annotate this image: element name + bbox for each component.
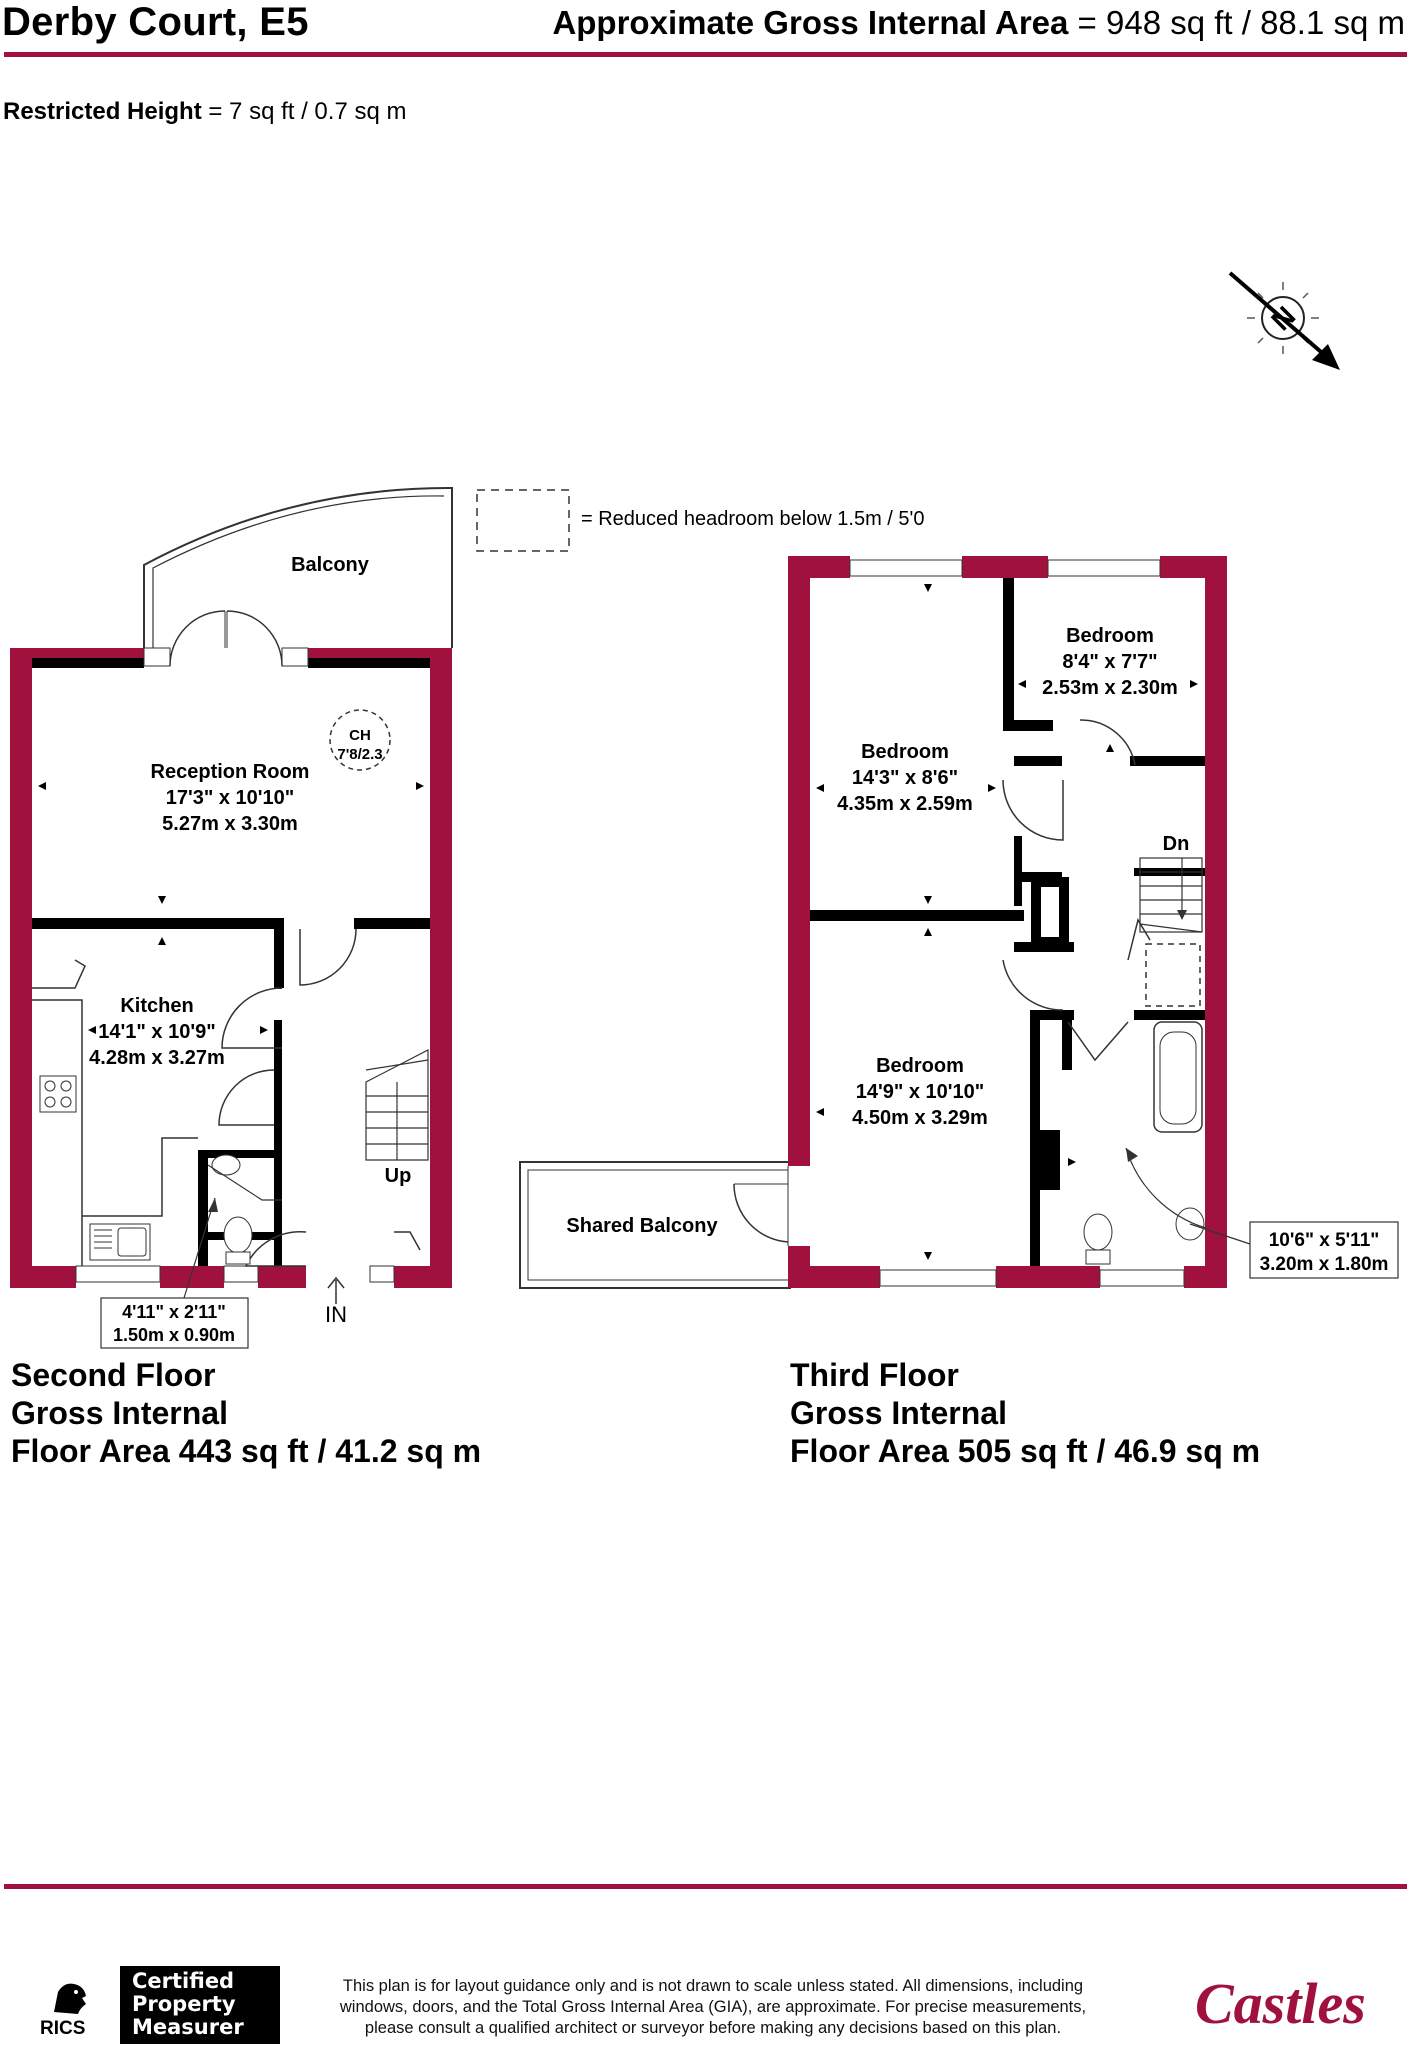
ch-label: CH	[349, 727, 371, 744]
second-floor-title-line1: Second Floor	[11, 1357, 216, 1393]
gross-area-label: Approximate Gross Internal Area	[552, 4, 1069, 41]
reception-name: Reception Room	[150, 761, 310, 783]
wc-metric: 1.50m x 0.90m	[112, 1325, 236, 1345]
reception-metric: 5.27m x 3.30m	[162, 813, 298, 835]
second-floor-title-line2: Gross Internal	[11, 1395, 228, 1431]
third-floor-title-line1: Third Floor	[790, 1357, 959, 1393]
restricted-label: Restricted Height	[3, 98, 202, 125]
third-floor-plan	[520, 556, 1398, 1288]
second-floor-plan	[10, 488, 452, 1348]
restricted-value: = 7 sq ft / 0.7 sq m	[208, 98, 407, 125]
bedroom3-metric: 4.50m x 3.29m	[852, 1107, 988, 1129]
certified-measurer-badge	[120, 1966, 280, 2044]
bedroom1-imperial: 14'3" x 8'6"	[851, 767, 959, 789]
bedroom2-imperial: 8'4" x 7'7"	[1062, 651, 1158, 673]
legend-swatch	[477, 490, 569, 551]
bathroom-metric: 3.20m x 1.80m	[1259, 1254, 1389, 1275]
wc-imperial: 4'11" x 2'11"	[122, 1302, 226, 1322]
second-floor-title-line3: Floor Area 443 sq ft / 41.2 sq m	[11, 1433, 482, 1469]
entrance-label: IN	[325, 1302, 347, 1327]
kitchen-name: Kitchen	[120, 995, 194, 1017]
bedroom1-metric: 4.35m x 2.59m	[837, 793, 973, 815]
kitchen-metric: 4.28m x 3.27m	[89, 1047, 225, 1069]
kitchen-imperial: 14'1" x 10'9"	[98, 1021, 216, 1043]
bathroom-imperial: 10'6" x 5'11"	[1268, 1230, 1380, 1251]
gross-area-value: = 948 sq ft / 88.1 sq m	[1077, 4, 1405, 41]
third-floor-title-line2: Gross Internal	[790, 1395, 1007, 1431]
bedroom3-name: Bedroom	[876, 1055, 964, 1077]
property-title: Derby Court, E5	[2, 0, 309, 44]
footer-rule	[4, 1884, 1407, 1889]
shared-balcony-label: Shared Balcony	[566, 1215, 718, 1237]
castles-logo: Castles	[1195, 1971, 1366, 2036]
cert-line3: Measurer	[132, 2015, 244, 2039]
reception-imperial: 17'3" x 10'10"	[165, 787, 295, 809]
bedroom2-metric: 2.53m x 2.30m	[1042, 677, 1178, 699]
bedroom2-name: Bedroom	[1066, 625, 1154, 647]
balcony-label: Balcony	[291, 554, 369, 576]
second-floor-title	[11, 1356, 481, 1470]
bedroom3-imperial: 14'9" x 10'10"	[855, 1081, 985, 1103]
third-floor-title	[790, 1356, 1260, 1470]
up-label: Up	[384, 1165, 412, 1187]
disclaimer: This plan is for layout guidance only and is not drawn to scale unless stated. All dimensions, including windows, doors, and the Total Gross Internal Area (GIA), are approximate. For precise measurements, please consult a qualified architect or surveyor before making any decisions based on this plan.	[339, 1977, 1087, 2037]
cert-line1: Certified	[132, 1969, 235, 1993]
rics-text: RICS	[40, 2018, 86, 2039]
cert-line2: Property	[132, 1992, 236, 2016]
bedroom1-name: Bedroom	[861, 741, 949, 763]
legend-text: = Reduced headroom below 1.5m / 5'0	[581, 508, 925, 530]
compass-icon	[1230, 273, 1340, 370]
third-floor-title-line3: Floor Area 505 sq ft / 46.9 sq m	[790, 1433, 1261, 1469]
ch-height: 7'8/2.3	[337, 746, 383, 763]
dn-label: Dn	[1162, 833, 1190, 855]
entrance-arrow-icon	[328, 1278, 344, 1304]
rics-lion-icon	[48, 1978, 92, 2018]
compass-label: N	[1265, 300, 1302, 337]
